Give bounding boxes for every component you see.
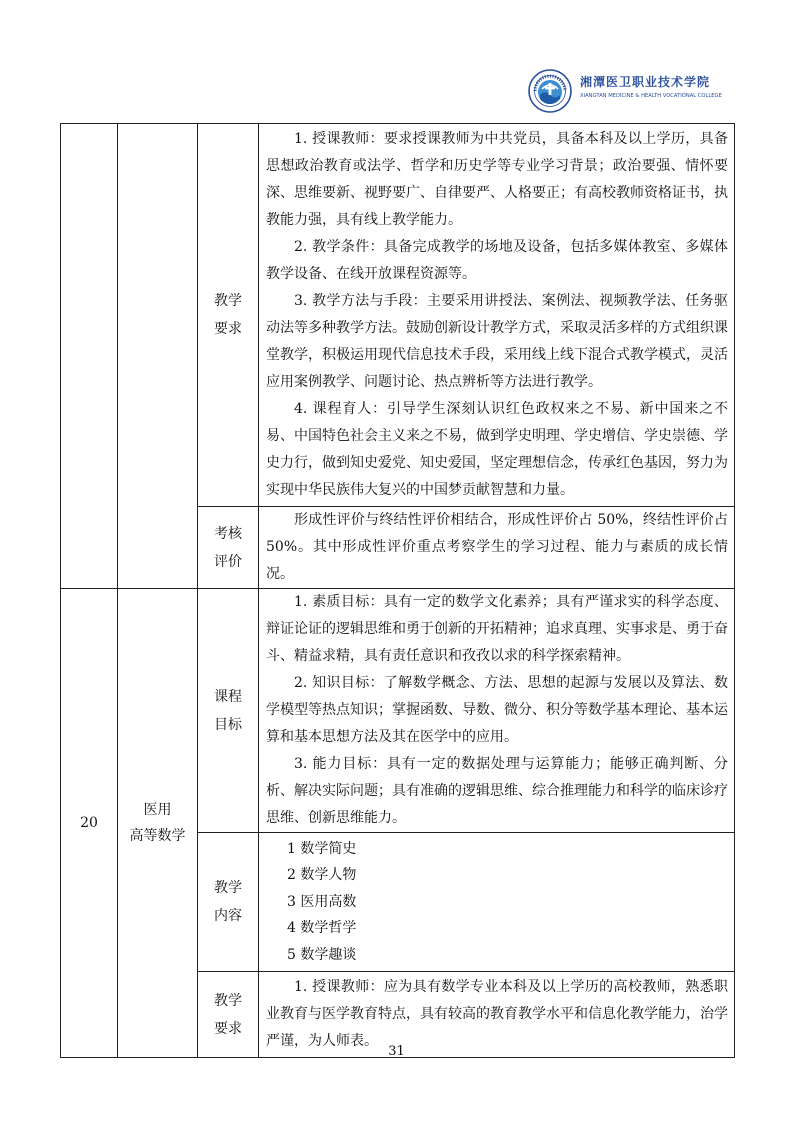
college-name-en: XIANGTAN MEDICINE & HEALTH VOCATIONAL COLLEGE [580, 93, 722, 99]
teaching-content-cell [259, 833, 735, 972]
requirement-paragraph: 3. 教学方法与手段：主要采用讲授法、案例法、视频教学法、任务驱动法等多种教学方法。鼓励创新设计教学方式，采取灵活多样的方式组织课堂教学，积极运用现代信息技术手段，采用线上线下混合式教学模式，灵活应用案例教学、问题讨论、热点辨析等方法进行教学。 [266, 293, 728, 390]
objective-paragraph: 1. 素质目标：具有一定的数学文化素养；具有严谨求实的科学态度、辩证论证的逻辑思维和勇于创新的开拓精神；追求真理、实事求是、勇于奋斗、精益求精，具有责任意识和孜孜以求的科学探索精神。 [266, 594, 728, 664]
category-label [198, 833, 259, 972]
list-item: 2 数学人物 [287, 867, 357, 884]
objective-paragraph: 3. 能力目标：具有一定的数据处理与运算能力；能够正确判断、分析、解决实际问题；具有准确的逻辑思维、综合推理能力和科学的临床诊疗思维、创新思维能力。 [266, 756, 728, 826]
category-label [198, 124, 259, 507]
course-name-text: 医用 高等数学 [129, 802, 186, 844]
teaching-requirements-label: 教学 要求 [214, 992, 242, 1037]
number-cell-empty [61, 124, 118, 589]
page-number: 31 [388, 1044, 405, 1059]
college-logo [528, 68, 728, 114]
teaching-requirements-label: 教学 要求 [214, 293, 242, 337]
requirement-paragraph: 1. 授课教师：要求授课教师为中共党员，具备本科及以上学历，具备思想政治教育或法学、哲学和历史学等专业学习背景；政治要强、情怀要深、思维要新、视野要广、自律要严、人格要正；有高校教师资格证书，执教能力强，具有线上教学能力。 [266, 131, 728, 228]
course-objectives-label: 课程 目标 [214, 688, 242, 733]
course-table [60, 123, 735, 1058]
list-item: 3 医用高数 [287, 893, 357, 910]
requirement-paragraph: 4. 课程育人：引导学生深刻认识红色政权来之不易、新中国来之不易、中国特色社会主义来之不易，做到学史明理、学史增信、学史崇德、学史力行，做到知史爱党、知史爱国，坚定理想信念，传承红色基因，努力为实现中华民族伟大复兴的中国梦贡献智慧和力量。 [266, 401, 728, 498]
table-row [61, 589, 735, 833]
objective-paragraph: 2. 知识目标：了解数学概念、方法、思想的起源与发展以及算法、数学模型等热点知识；掌握函数、导数、微分、积分等数学基本理论、基本运算和基本思想方法及其在医学中的应用。 [266, 675, 728, 745]
list-item: 1 数学简史 [287, 840, 357, 857]
course-objectives-cell [259, 589, 735, 833]
assessment-label: 考核 评价 [214, 525, 242, 570]
assessment-cell [259, 507, 735, 589]
requirement-paragraph: 1. 授课教师：应为具有数学专业本科及以上学历的高校教师，熟悉职业教育与医学教育特点，具有较高的教育教学水平和信息化教学能力，治学严谨，为人师表。 [266, 979, 728, 1049]
course-name-cell-empty [118, 124, 198, 589]
category-label [198, 589, 259, 833]
course-name [118, 589, 198, 1058]
college-emblem-icon [528, 69, 572, 113]
teaching-requirements-cell [259, 124, 735, 507]
college-name-cn: 湘潭医卫职业技术学院 [580, 75, 711, 89]
requirement-paragraph: 2. 教学条件：具备完成教学的场地及设备，包括多媒体教室、多媒体教学设备、在线开放课程资源等。 [266, 239, 728, 282]
category-label [198, 507, 259, 589]
list-item: 5 数学趣谈 [287, 946, 357, 963]
list-item: 4 数学哲学 [287, 920, 357, 937]
assessment-text: 形成性评价与终结性评价相结合，形成性评价占 50%，终结性评价占 50%。其中形成性评价重点考察学生的学习过程、能力与素质的成长情况。 [266, 512, 728, 582]
course-number: 20 [61, 589, 118, 1058]
table-row [61, 124, 735, 507]
teaching-content-label: 教学 内容 [214, 880, 242, 924]
